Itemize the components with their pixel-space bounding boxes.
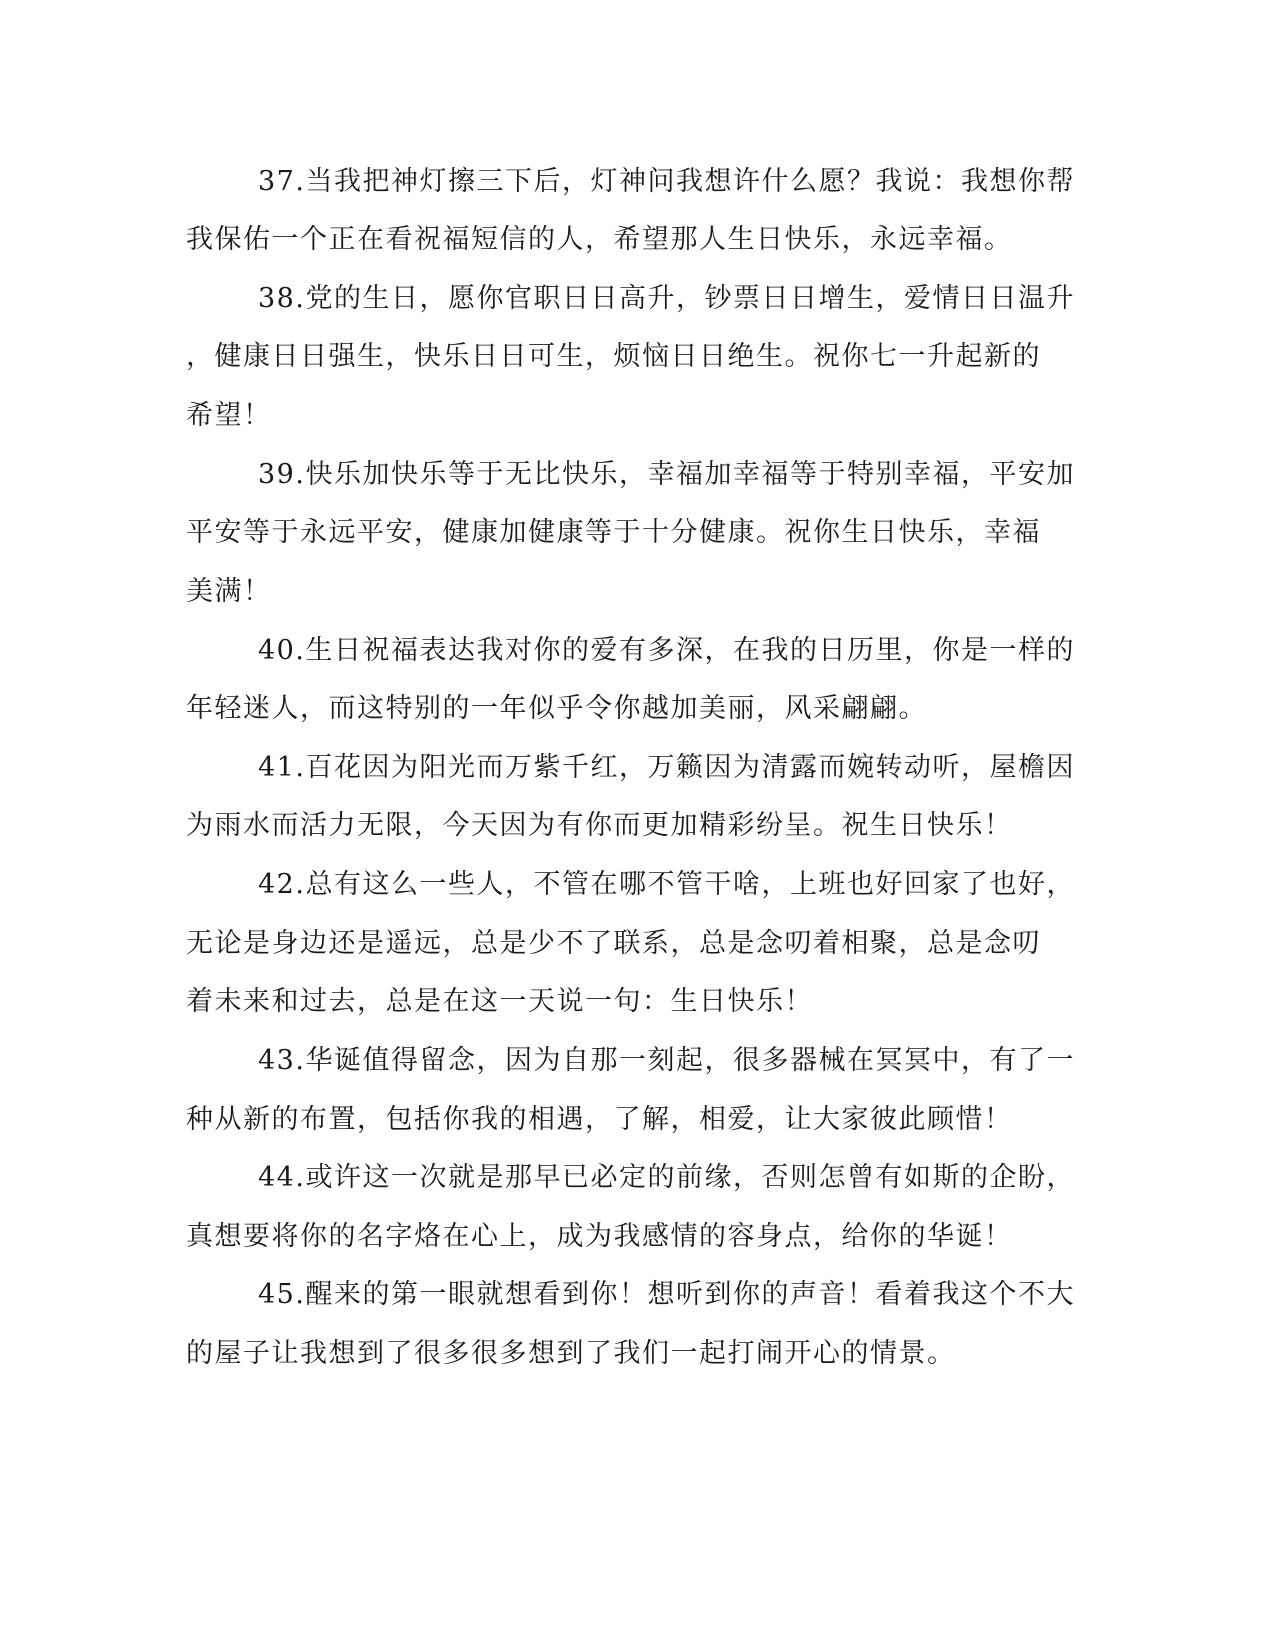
wish-45-line-2: 的屋子让我想到了很多很多想到了我们一起打闹开心的情景。: [186, 1338, 956, 1369]
wish-43-line-1: 43.华诞值得留念，因为自那一刻起，很多器械在冥冥中，有了一: [258, 1045, 1075, 1076]
wish-39-line-2: 平安等于永远平安，健康加健康等于十分健康。祝你生日快乐，幸福: [186, 517, 1041, 548]
wish-38-line-1: 38.党的生日，愿你官职日日高升，钞票日日增生，爱情日日温升: [258, 283, 1075, 314]
wish-40-line-2: 年轻迷人，而这特别的一年似乎令你越加美丽，风采翩翩。: [186, 693, 927, 724]
wish-38-line-3: 希望！: [186, 400, 272, 431]
wish-45-line-1: 45.醒来的第一眼就想看到你！想听到你的声音！看着我这个不大: [258, 1279, 1075, 1310]
wish-44-line-2: 真想要将你的名字烙在心上，成为我感情的容身点，给你的华诞！: [186, 1221, 1013, 1252]
wish-38-line-2: ，健康日日强生，快乐日日可生，烦恼日日绝生。祝你七一升起新的: [186, 341, 1041, 372]
wish-44-line-1: 44.或许这一次就是那早已必定的前缘，否则怎曾有如斯的企盼，: [258, 1162, 1075, 1193]
wish-42-line-1: 42.总有这么一些人，不管在哪不管干啥，上班也好回家了也好，: [258, 869, 1075, 900]
wish-43-line-2: 种从新的布置，包括你我的相遇，了解，相爱，让大家彼此顾惜！: [186, 1104, 1013, 1135]
wish-40-line-1: 40.生日祝福表达我对你的爱有多深，在我的日历里，你是一样的: [258, 635, 1075, 666]
wish-39-line-1: 39.快乐加快乐等于无比快乐，幸福加幸福等于特别幸福，平安加: [258, 459, 1075, 490]
wish-42-line-3: 着未来和过去，总是在这一天说一句：生日快乐！: [186, 986, 813, 1017]
wish-41-line-1: 41.百花因为阳光而万紫千红，万籁因为清露而婉转动听，屋檐因: [258, 752, 1075, 783]
wish-39-line-3: 美满！: [186, 576, 272, 607]
wish-37-line-2: 我保佑一个正在看祝福短信的人，希望那人生日快乐，永远幸福。: [186, 224, 1013, 255]
wish-41-line-2: 为雨水而活力无限，今天因为有你而更加精彩纷呈。祝生日快乐！: [186, 810, 1013, 841]
wish-42-line-2: 无论是身边还是遥远，总是少不了联系，总是念叨着相聚，总是念叨: [186, 928, 1041, 959]
wish-37-line-1: 37.当我把神灯擦三下后，灯神问我想许什么愿？我说：我想你帮: [258, 166, 1075, 197]
